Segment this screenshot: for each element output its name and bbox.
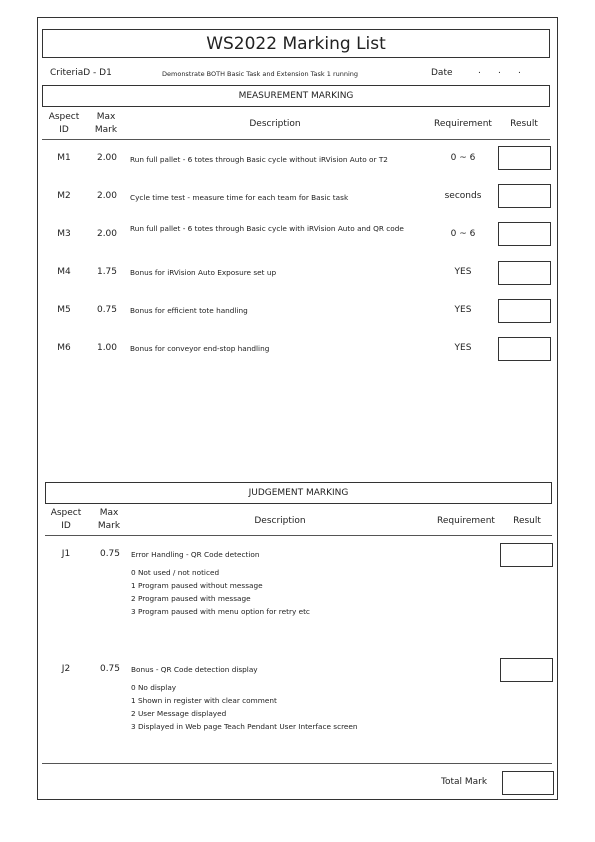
judgement-description-header: Description bbox=[254, 516, 306, 526]
aspect-id: J1 bbox=[61, 549, 71, 559]
result-input[interactable] bbox=[498, 261, 551, 285]
date-dots: . . . bbox=[478, 66, 521, 76]
max-mark: 1.00 bbox=[96, 343, 118, 353]
option-item: 1 Program paused without message bbox=[131, 581, 263, 590]
aspect-id: M2 bbox=[57, 191, 71, 201]
requirement: YES bbox=[454, 267, 472, 277]
aspect-header-line1: Aspect bbox=[48, 112, 80, 122]
max-header-line1: Max bbox=[99, 508, 119, 518]
max-mark: 2.00 bbox=[96, 229, 118, 239]
requirement: 0 ~ 6 bbox=[450, 229, 476, 239]
total-divider bbox=[42, 763, 552, 764]
aspect-header-line2: ID bbox=[59, 125, 69, 135]
requirement: YES bbox=[454, 305, 472, 315]
result-input[interactable] bbox=[498, 222, 551, 246]
max-mark: 2.00 bbox=[96, 191, 118, 201]
judgement-requirement-header: Requirement bbox=[437, 516, 495, 526]
max-mark: 0.75 bbox=[99, 664, 121, 674]
option-item: 1 Shown in register with clear comment bbox=[131, 696, 277, 705]
max-mark: 0.75 bbox=[99, 549, 121, 559]
option-item: 0 No display bbox=[131, 683, 177, 692]
option-item: 0 Not used / not noticed bbox=[131, 568, 220, 577]
result-input[interactable] bbox=[498, 337, 551, 361]
aspect-header-line1: Aspect bbox=[50, 508, 82, 518]
judgement-title: Bonus - QR Code detection display bbox=[131, 665, 258, 674]
result-input[interactable] bbox=[498, 146, 551, 170]
judgement-option-list bbox=[131, 681, 431, 733]
total-mark-input[interactable] bbox=[502, 771, 554, 795]
result-input[interactable] bbox=[498, 184, 551, 208]
result-input[interactable] bbox=[500, 658, 553, 682]
requirement: seconds bbox=[444, 191, 482, 201]
option-item: 2 User Message displayed bbox=[131, 709, 227, 718]
row-description: Bonus for conveyor end-stop handling bbox=[130, 344, 270, 353]
judgement-option-list bbox=[131, 566, 431, 618]
measurement-section-title: MEASUREMENT MARKING bbox=[42, 85, 550, 107]
judgement-section-title: JUDGEMENT MARKING bbox=[45, 482, 552, 504]
measurement-result-header: Result bbox=[510, 119, 538, 129]
criteria-label: CriteriaD - D1 bbox=[50, 68, 112, 78]
criteria-summary: Demonstrate BOTH Basic Task and Extension Task 1 running bbox=[162, 70, 359, 78]
measurement-requirement-header: Requirement bbox=[434, 119, 492, 129]
option-item: 3 Displayed in Web page Teach Pendant User Interface screen bbox=[131, 722, 358, 731]
measurement-header-divider bbox=[42, 139, 550, 140]
aspect-header-line2: ID bbox=[61, 521, 71, 531]
result-input[interactable] bbox=[500, 543, 553, 567]
result-input[interactable] bbox=[498, 299, 551, 323]
max-mark: 2.00 bbox=[96, 153, 118, 163]
aspect-id: M3 bbox=[57, 229, 71, 239]
option-item: 3 Program paused with menu option for retry etc bbox=[131, 607, 310, 616]
max-mark: 1.75 bbox=[96, 267, 118, 277]
judgement-title: Error Handling - QR Code detection bbox=[131, 550, 260, 559]
row-description: Bonus for iRVision Auto Exposure set up bbox=[130, 268, 277, 277]
row-description: Bonus for efficient tote handling bbox=[130, 306, 248, 315]
requirement: YES bbox=[454, 343, 472, 353]
max-header-line2: Mark bbox=[94, 125, 118, 135]
row-description: Run full pallet - 6 totes through Basic cycle without iRVision Auto or T2 bbox=[130, 155, 388, 164]
aspect-id: M6 bbox=[57, 343, 71, 353]
judgement-result-header: Result bbox=[513, 516, 541, 526]
aspect-id: M4 bbox=[57, 267, 71, 277]
measurement-aspect-header bbox=[44, 111, 84, 137]
judgement-aspect-header bbox=[45, 507, 87, 533]
row-description: Run full pallet - 6 totes through Basic cycle with iRVision Auto and QR code bbox=[130, 224, 404, 233]
measurement-description-header: Description bbox=[249, 119, 301, 129]
judgement-max-header bbox=[91, 507, 127, 533]
total-mark-label: Total Mark bbox=[441, 777, 488, 787]
date-label: Date bbox=[431, 68, 453, 78]
aspect-id: M1 bbox=[57, 153, 71, 163]
aspect-id: J2 bbox=[61, 664, 71, 674]
page-title: WS2022 Marking List bbox=[42, 29, 550, 58]
aspect-id: M5 bbox=[57, 305, 71, 315]
max-mark: 0.75 bbox=[96, 305, 118, 315]
requirement: 0 ~ 6 bbox=[450, 153, 476, 163]
judgement-header-divider bbox=[45, 535, 552, 536]
max-header-line2: Mark bbox=[97, 521, 121, 531]
row-description: Cycle time test - measure time for each team for Basic task bbox=[130, 193, 349, 202]
max-header-line1: Max bbox=[96, 112, 116, 122]
option-item: 2 Program paused with message bbox=[131, 594, 251, 603]
measurement-max-header bbox=[88, 111, 124, 137]
